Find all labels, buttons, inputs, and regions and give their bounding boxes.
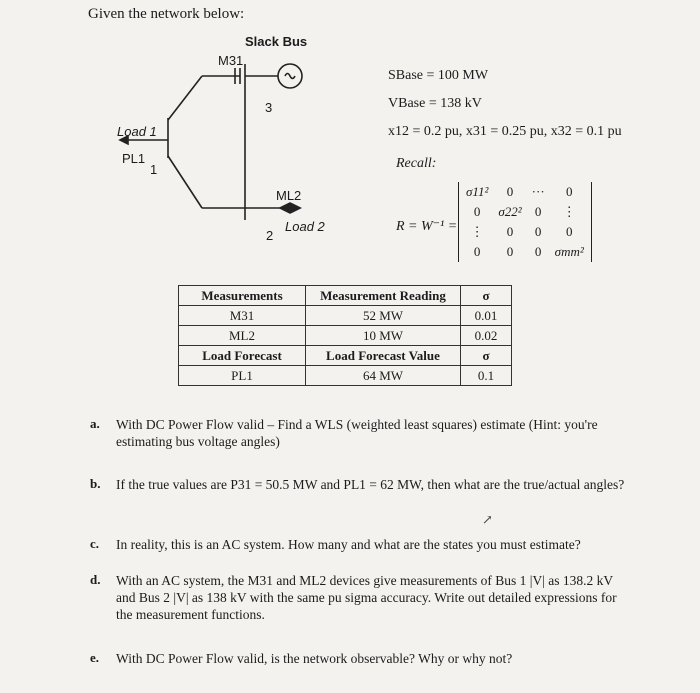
- question-b-label: b.: [90, 476, 101, 491]
- question-e-text: With DC Power Flow valid, is the network observable? Why or why not?: [116, 651, 513, 666]
- matrix-cell: ···: [531, 184, 545, 199]
- question-a-label: a.: [90, 416, 100, 431]
- slack-bus-label: Slack Bus: [245, 34, 308, 49]
- question-e-label: e.: [90, 650, 100, 665]
- table-cell: σ: [461, 346, 512, 366]
- table-row: [179, 366, 512, 386]
- table-row: [179, 306, 512, 326]
- table-row: [179, 326, 512, 346]
- table-cell: Measurements: [179, 286, 306, 306]
- r-equation: R = W⁻¹ =: [396, 219, 458, 234]
- table-cell: 0.01: [461, 306, 512, 326]
- m31-label: M31: [218, 53, 244, 68]
- question-d-text: With an AC system, the M31 and ML2 devices give measurements of Bus 1 |V| as 138.2 kV and Bus 2 |V| as 138 kV with the same pu sigma accuracy. Write out detailed expressions for the measurement functions.: [116, 573, 617, 622]
- cursor-icon: ↗: [482, 512, 493, 527]
- recall-text: Recall:: [396, 156, 437, 171]
- table-cell: Load Forecast Value: [306, 346, 461, 366]
- matrix-cell: 0: [473, 244, 481, 259]
- matrix-cell: 0: [565, 184, 573, 199]
- matrix-cell: σmm²: [554, 244, 584, 259]
- measurement-table: [178, 285, 512, 386]
- table-cell: 64 MW: [306, 366, 461, 386]
- matrix-cell: 0: [506, 184, 514, 199]
- load1-label: Load 1: [117, 124, 157, 139]
- question-b-text: If the true values are P31 = 50.5 MW and PL1 = 62 MW, then what are the true/actual angles?: [116, 477, 625, 492]
- matrix-cell: 0: [534, 224, 542, 239]
- matrix-cell: 0: [473, 204, 481, 219]
- matrix-cell: ⋮: [470, 224, 484, 239]
- bus3-number: 3: [265, 100, 273, 115]
- table-cell: 0.02: [461, 326, 512, 346]
- table-cell: 52 MW: [306, 306, 461, 326]
- matrix-cell: σ22²: [498, 204, 522, 219]
- vbase-text: VBase = 138 kV: [388, 96, 482, 111]
- header-text: Given the network below:: [88, 6, 245, 22]
- matrix-cell: 0: [534, 204, 542, 219]
- load2-label: Load 2: [285, 219, 325, 234]
- table-cell: 10 MW: [306, 326, 461, 346]
- covariance-matrix: [458, 182, 592, 262]
- ml2-label: ML2: [276, 188, 302, 203]
- matrix-cell: 0: [534, 244, 542, 259]
- sbase-text: SBase = 100 MW: [388, 68, 489, 83]
- bus1-number: 1: [150, 162, 158, 177]
- reactance-text: x12 = 0.2 pu, x31 = 0.25 pu, x32 = 0.1 pu: [388, 124, 622, 139]
- table-row: [179, 286, 512, 306]
- question-c-label: c.: [90, 536, 100, 551]
- question-d-label: d.: [90, 572, 101, 587]
- table-cell: σ: [461, 286, 512, 306]
- pl1-label: PL1: [122, 151, 146, 166]
- table-cell: ML2: [179, 326, 306, 346]
- matrix-cell: ⋮: [562, 204, 576, 219]
- matrix-cell: 0: [506, 224, 514, 239]
- table-cell: Load Forecast: [179, 346, 306, 366]
- table-cell: 0.1: [461, 366, 512, 386]
- matrix-cell: σ11²: [466, 184, 489, 199]
- table-cell: PL1: [179, 366, 306, 386]
- table-cell: M31: [179, 306, 306, 326]
- bus2-number: 2: [266, 228, 274, 243]
- table-cell: Measurement Reading: [306, 286, 461, 306]
- question-a-text: With DC Power Flow valid – Find a WLS (weighted least squares) estimate (Hint: you're estimating bus voltage angles): [116, 417, 598, 449]
- table-row: [179, 346, 512, 366]
- matrix-cell: 0: [565, 224, 573, 239]
- question-c-text: In reality, this is an AC system. How many and what are the states you must estimate?: [116, 537, 581, 552]
- matrix-cell: 0: [506, 244, 514, 259]
